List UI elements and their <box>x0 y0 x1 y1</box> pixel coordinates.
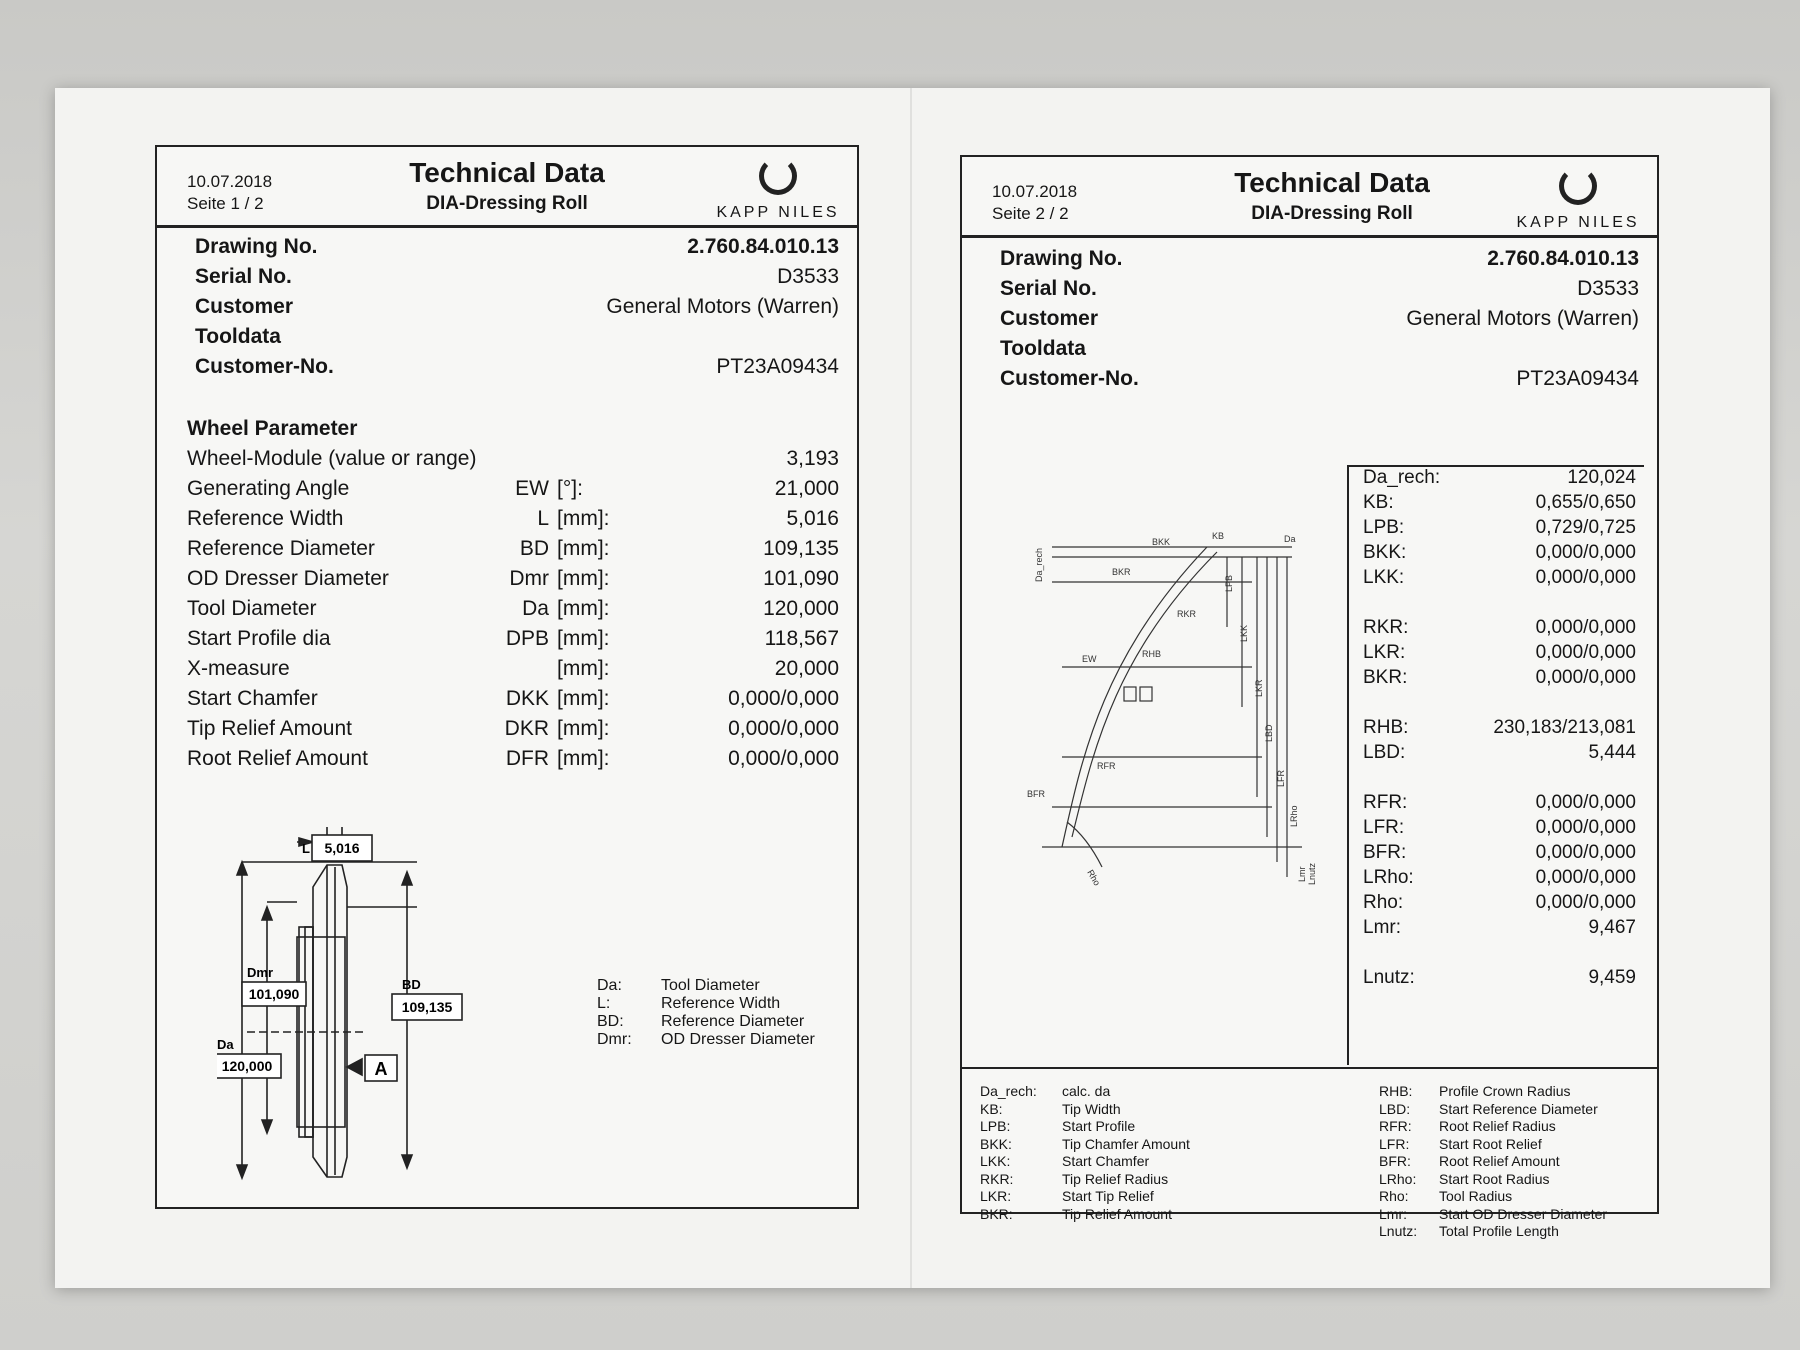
legend-key: Da: <box>597 977 622 994</box>
legend-key: LKK: <box>980 1153 1011 1169</box>
param-key: KB: <box>1363 492 1394 513</box>
page1-date-block <box>187 171 272 215</box>
param-value: 0,000/0,000 <box>728 747 839 770</box>
param-name: Start Profile dia <box>187 627 331 650</box>
legend-value: Root Relief Amount <box>1439 1153 1560 1169</box>
legend-right-column <box>1379 1083 1607 1241</box>
param-value: 0,000/0,000 <box>1535 842 1636 863</box>
param-value: 0,655/0,650 <box>1535 492 1636 513</box>
legend-key: LPB: <box>980 1118 1011 1134</box>
param-unit: [mm]: <box>557 567 610 590</box>
profile-label: EW <box>1082 654 1097 664</box>
page2-parameter-box <box>1347 465 1644 1065</box>
param-row <box>1349 717 1644 742</box>
param-key: Rho: <box>1363 892 1404 913</box>
param-row <box>1349 942 1644 967</box>
profile-label: LFR <box>1276 769 1286 787</box>
info-label: Drawing No. <box>1000 247 1123 270</box>
wheel-parameter-section <box>187 417 839 777</box>
profile-label: RKR <box>1177 609 1197 619</box>
profile-label: BFR <box>1027 789 1045 799</box>
legend-key: BD: <box>597 1013 624 1030</box>
param-value: 20,000 <box>774 657 839 680</box>
info-value: General Motors (Warren) <box>606 295 839 318</box>
legend-value: OD Dresser Diameter <box>661 1031 815 1048</box>
profile-label: LPB <box>1224 574 1234 592</box>
legend-left-column <box>980 1083 1190 1223</box>
param-row <box>1349 617 1644 642</box>
info-row <box>1000 307 1639 337</box>
legend-key: Dmr: <box>597 1031 632 1048</box>
info-value: D3533 <box>1577 277 1639 300</box>
param-row <box>187 537 839 567</box>
param-row <box>1349 517 1644 542</box>
param-row <box>187 657 839 687</box>
legend-key: LRho: <box>1379 1170 1417 1187</box>
legend-value: Start Tip Relief <box>1062 1188 1154 1204</box>
profile-label: Lmr <box>1297 866 1307 882</box>
legend-value: Tool Diameter <box>661 977 760 994</box>
profile-label: Da <box>1284 534 1296 544</box>
logo-text: KAPP NILES <box>716 204 840 221</box>
param-value: 0,000/0,000 <box>1535 792 1636 813</box>
param-key: LPB: <box>1363 517 1405 538</box>
param-name: Wheel-Module (value or range) <box>187 447 477 470</box>
dim-label-L: L <box>302 841 310 856</box>
info-label: Serial No. <box>1000 277 1097 300</box>
param-symbol: L <box>537 507 549 530</box>
param-row <box>187 507 839 537</box>
dim-label-Dmr: Dmr <box>247 965 274 980</box>
param-name: Reference Diameter <box>187 537 375 560</box>
param-row <box>1349 867 1644 892</box>
info-label: Customer-No. <box>195 355 334 378</box>
legend-value: Start Profile <box>1062 1118 1136 1134</box>
param-key: Lmr: <box>1363 917 1401 938</box>
legend-row <box>980 1136 1190 1154</box>
param-row <box>1349 742 1644 767</box>
param-row <box>1349 567 1644 592</box>
param-symbol: DKK <box>505 687 549 710</box>
dim-label-BD: BD <box>402 977 421 992</box>
legend-key: LFR: <box>1379 1135 1410 1152</box>
info-row <box>1000 367 1639 397</box>
legend-row <box>980 1171 1190 1189</box>
legend-key: RKR: <box>980 1170 1014 1187</box>
info-label: Customer-No. <box>1000 367 1139 390</box>
param-unit: [mm]: <box>557 627 610 650</box>
profile-label: LBD <box>1264 724 1274 742</box>
param-name: Start Chamfer <box>187 687 318 710</box>
legend-row <box>980 1083 1190 1101</box>
param-unit: [°]: <box>557 477 583 500</box>
param-row <box>1349 967 1644 992</box>
page1-page-number: Seite 1 / 2 <box>187 194 264 213</box>
page2-legend-area <box>962 1067 1657 1239</box>
param-value: 0,000/0,000 <box>728 717 839 740</box>
param-row <box>1349 892 1644 917</box>
param-value: 120,024 <box>1567 467 1636 488</box>
param-symbol: Dmr <box>509 567 549 590</box>
legend-row <box>1379 1083 1607 1101</box>
param-key: BFR: <box>1363 842 1407 863</box>
legend-value: Reference Diameter <box>661 1013 805 1030</box>
param-name: OD Dresser Diameter <box>187 567 389 590</box>
legend-key: BFR: <box>1379 1153 1411 1169</box>
legend-key: BKK: <box>980 1135 1012 1152</box>
param-value: 9,459 <box>1588 967 1636 988</box>
param-symbol: Da <box>522 597 549 620</box>
logo-ring-icon <box>759 157 797 195</box>
profile-label: BKR <box>1112 567 1131 577</box>
profile-label: LRho <box>1289 805 1299 827</box>
legend-key: Rho: <box>1379 1188 1409 1204</box>
legend-value: Total Profile Length <box>1439 1223 1559 1239</box>
param-value: 3,193 <box>786 447 839 470</box>
legend-value: Start Chamfer <box>1062 1153 1150 1169</box>
profile-label: RHB <box>1142 649 1162 659</box>
param-row <box>1349 792 1644 817</box>
legend-value: Tip Chamfer Amount <box>1062 1135 1190 1152</box>
legend-row <box>980 1118 1190 1136</box>
legend-value: Start OD Dresser Diameter <box>1439 1205 1608 1222</box>
legend-key: LKR: <box>980 1188 1012 1204</box>
legend-value: Profile Crown Radius <box>1439 1083 1571 1099</box>
param-value: 0,000/0,000 <box>728 687 839 710</box>
info-row <box>1000 277 1639 307</box>
legend-key: Lmr: <box>1379 1205 1407 1222</box>
param-key: Da_rech: <box>1363 467 1441 488</box>
param-symbol: DKR <box>504 717 549 740</box>
legend-key: LBD: <box>1379 1100 1411 1117</box>
param-unit: [mm]: <box>557 537 610 560</box>
param-row <box>1349 642 1644 667</box>
info-value: PT23A09434 <box>1516 367 1639 390</box>
param-name: X-measure <box>187 657 290 680</box>
param-symbol: BD <box>519 537 549 560</box>
param-row <box>187 627 839 657</box>
param-symbol <box>497 447 557 477</box>
dim-value-BD: 109,135 <box>401 999 453 1015</box>
legend-value: Start Reference Diameter <box>1439 1100 1598 1117</box>
param-value: 101,090 <box>763 567 839 590</box>
page1-legend <box>597 977 815 1049</box>
param-row <box>187 477 839 507</box>
page2-page-number: Seite 2 / 2 <box>992 204 1069 223</box>
legend-row <box>1379 1188 1607 1206</box>
param-value: 0,000/0,000 <box>1535 617 1636 638</box>
param-row <box>187 447 839 477</box>
legend-value: Tip Relief Radius <box>1062 1170 1169 1187</box>
dressing-roll-drawing <box>217 787 547 1187</box>
page1-header <box>157 147 857 228</box>
legend-row <box>980 1153 1190 1171</box>
param-row <box>1349 592 1644 617</box>
param-value: 0,000/0,000 <box>1535 892 1636 913</box>
param-name: Tip Relief Amount <box>187 717 352 740</box>
legend-row <box>980 1206 1190 1224</box>
kapp-niles-logo <box>1513 167 1643 232</box>
param-value: 5,016 <box>786 507 839 530</box>
datasheet-page-2 <box>960 155 1659 1239</box>
info-label: Tooldata <box>1000 337 1086 360</box>
legend-row <box>1379 1118 1607 1136</box>
param-key: LRho: <box>1363 867 1414 888</box>
page1-date: 10.07.2018 <box>187 172 273 191</box>
info-label: Customer <box>195 295 294 318</box>
profile-label: RFR <box>1097 761 1116 771</box>
param-row <box>187 717 839 747</box>
legend-value: Tip Relief Amount <box>1062 1205 1172 1222</box>
profile-label: LKR <box>1254 679 1264 697</box>
tooth-profile-drawing <box>1002 507 1332 907</box>
legend-row <box>1379 1153 1607 1171</box>
param-key: LKR: <box>1363 642 1406 663</box>
profile-label: BKK <box>1152 537 1171 547</box>
param-name: Root Relief Amount <box>187 747 368 770</box>
paper-fold <box>910 88 912 1288</box>
legend-row <box>1379 1136 1607 1154</box>
page2-date-block <box>992 181 1077 225</box>
page1-title: Technical Data <box>409 157 605 188</box>
page2-subtitle: DIA-Dressing Roll <box>1251 203 1413 224</box>
param-key: BKK: <box>1363 542 1407 563</box>
param-row <box>187 567 839 597</box>
param-value: 0,000/0,000 <box>1535 567 1636 588</box>
info-label: Drawing No. <box>195 235 318 258</box>
logo-text: KAPP NILES <box>1516 214 1640 231</box>
param-unit: [mm]: <box>557 597 610 620</box>
param-name: Tool Diameter <box>187 597 317 620</box>
param-row <box>1349 542 1644 567</box>
page1-subtitle: DIA-Dressing Roll <box>426 193 588 214</box>
param-value: 0,000/0,000 <box>1535 817 1636 838</box>
page2-info-block <box>1000 247 1639 397</box>
info-row <box>195 325 839 355</box>
param-value: 0,000/0,000 <box>1535 867 1636 888</box>
page2-title: Technical Data <box>1234 167 1430 198</box>
param-symbol <box>497 657 557 687</box>
param-unit: [mm]: <box>557 687 610 710</box>
profile-label: Da_rech <box>1034 547 1044 582</box>
legend-key: L: <box>597 995 611 1012</box>
legend-value: Tip Width <box>1062 1100 1121 1117</box>
param-symbol: EW <box>515 477 549 500</box>
param-value: 118,567 <box>764 627 839 650</box>
legend-value: Root Relief Radius <box>1439 1118 1556 1134</box>
param-value: 0,000/0,000 <box>1535 667 1636 688</box>
param-row <box>187 747 839 777</box>
legend-row <box>1379 1171 1607 1189</box>
profile-label: Lnutz <box>1307 862 1317 885</box>
legend-row <box>597 977 815 995</box>
param-row <box>1349 667 1644 692</box>
param-value: 21,000 <box>774 477 839 500</box>
info-row <box>1000 247 1639 277</box>
legend-value: Reference Width <box>661 995 781 1012</box>
param-symbol: DPB <box>505 627 549 650</box>
legend-key: RFR: <box>1379 1118 1412 1134</box>
kapp-niles-logo <box>713 157 843 222</box>
param-key: LKK: <box>1363 567 1405 588</box>
param-row <box>1349 842 1644 867</box>
page2-date: 10.07.2018 <box>992 182 1078 201</box>
param-symbol: DFR <box>505 747 549 770</box>
dim-value-Dmr: 101,090 <box>248 986 300 1002</box>
param-value: 109,135 <box>763 537 839 560</box>
param-row <box>1349 467 1644 492</box>
info-value: 2.760.84.010.13 <box>687 235 839 258</box>
legend-value: Tool Radius <box>1439 1188 1513 1204</box>
info-value: D3533 <box>777 265 839 288</box>
param-key: RHB: <box>1363 717 1409 738</box>
legend-row <box>597 1031 815 1049</box>
info-label: Customer <box>1000 307 1099 330</box>
info-label: Tooldata <box>195 325 281 348</box>
param-value: 0,729/0,725 <box>1535 517 1636 538</box>
param-row <box>1349 767 1644 792</box>
info-row <box>195 235 839 265</box>
param-value: 120,000 <box>763 597 839 620</box>
info-value: PT23A09434 <box>716 355 839 378</box>
param-unit: [mm]: <box>557 657 610 680</box>
param-row <box>1349 817 1644 842</box>
param-row <box>187 597 839 627</box>
info-value: 2.760.84.010.13 <box>1487 247 1639 270</box>
legend-key: RHB: <box>1379 1083 1413 1099</box>
param-key: LFR: <box>1363 817 1405 838</box>
legend-row <box>980 1188 1190 1206</box>
param-value: 5,444 <box>1588 742 1636 763</box>
datasheet-page-1 <box>155 145 859 1209</box>
param-unit: [mm]: <box>557 507 610 530</box>
wheel-parameter-heading: Wheel Parameter <box>187 417 358 440</box>
param-unit: [mm]: <box>557 747 610 770</box>
param-row <box>1349 917 1644 942</box>
profile-label: KB <box>1212 531 1225 541</box>
param-key: BKR: <box>1363 667 1408 688</box>
param-name: Reference Width <box>187 507 344 530</box>
legend-row <box>980 1101 1190 1119</box>
info-row <box>195 355 839 385</box>
legend-row <box>1379 1206 1607 1224</box>
info-row <box>1000 337 1639 367</box>
legend-key: Lnutz: <box>1379 1223 1418 1239</box>
param-row <box>187 687 839 717</box>
legend-value: Start Root Relief <box>1439 1135 1542 1152</box>
info-value: General Motors (Warren) <box>1406 307 1639 330</box>
dim-value-L: 5,016 <box>324 840 360 856</box>
profile-label: LKK <box>1239 624 1249 642</box>
param-key: Lnutz: <box>1363 967 1415 988</box>
legend-key: BKR: <box>980 1205 1013 1222</box>
legend-value: calc. da <box>1062 1083 1111 1099</box>
param-value: 230,183/213,081 <box>1493 717 1636 738</box>
legend-row <box>597 995 815 1013</box>
param-unit: [mm]: <box>557 717 610 740</box>
page1-info-block <box>195 235 839 385</box>
param-value: 9,467 <box>1588 917 1636 938</box>
param-key: LBD: <box>1363 742 1406 763</box>
legend-row <box>597 1013 815 1031</box>
legend-row <box>1379 1101 1607 1119</box>
param-name: Generating Angle <box>187 477 350 500</box>
info-row <box>195 295 839 325</box>
info-label: Serial No. <box>195 265 292 288</box>
param-row <box>1349 692 1644 717</box>
param-value: 0,000/0,000 <box>1535 642 1636 663</box>
legend-key: Da_rech: <box>980 1083 1037 1099</box>
dim-value-Da: 120,000 <box>221 1058 273 1074</box>
section-marker-A: A <box>374 1059 388 1079</box>
param-row <box>1349 492 1644 517</box>
page2-header <box>962 157 1657 238</box>
param-key: RKR: <box>1363 617 1409 638</box>
info-row <box>195 265 839 295</box>
param-key: RFR: <box>1363 792 1408 813</box>
dim-label-Da: Da <box>217 1037 234 1052</box>
profile-label: Rho <box>1085 868 1103 888</box>
param-value: 0,000/0,000 <box>1535 542 1636 563</box>
logo-ring-icon <box>1559 167 1597 205</box>
param-unit <box>557 447 642 477</box>
legend-value: Start Root Radius <box>1439 1170 1550 1187</box>
legend-row <box>1379 1223 1607 1241</box>
legend-key: KB: <box>980 1100 1003 1117</box>
